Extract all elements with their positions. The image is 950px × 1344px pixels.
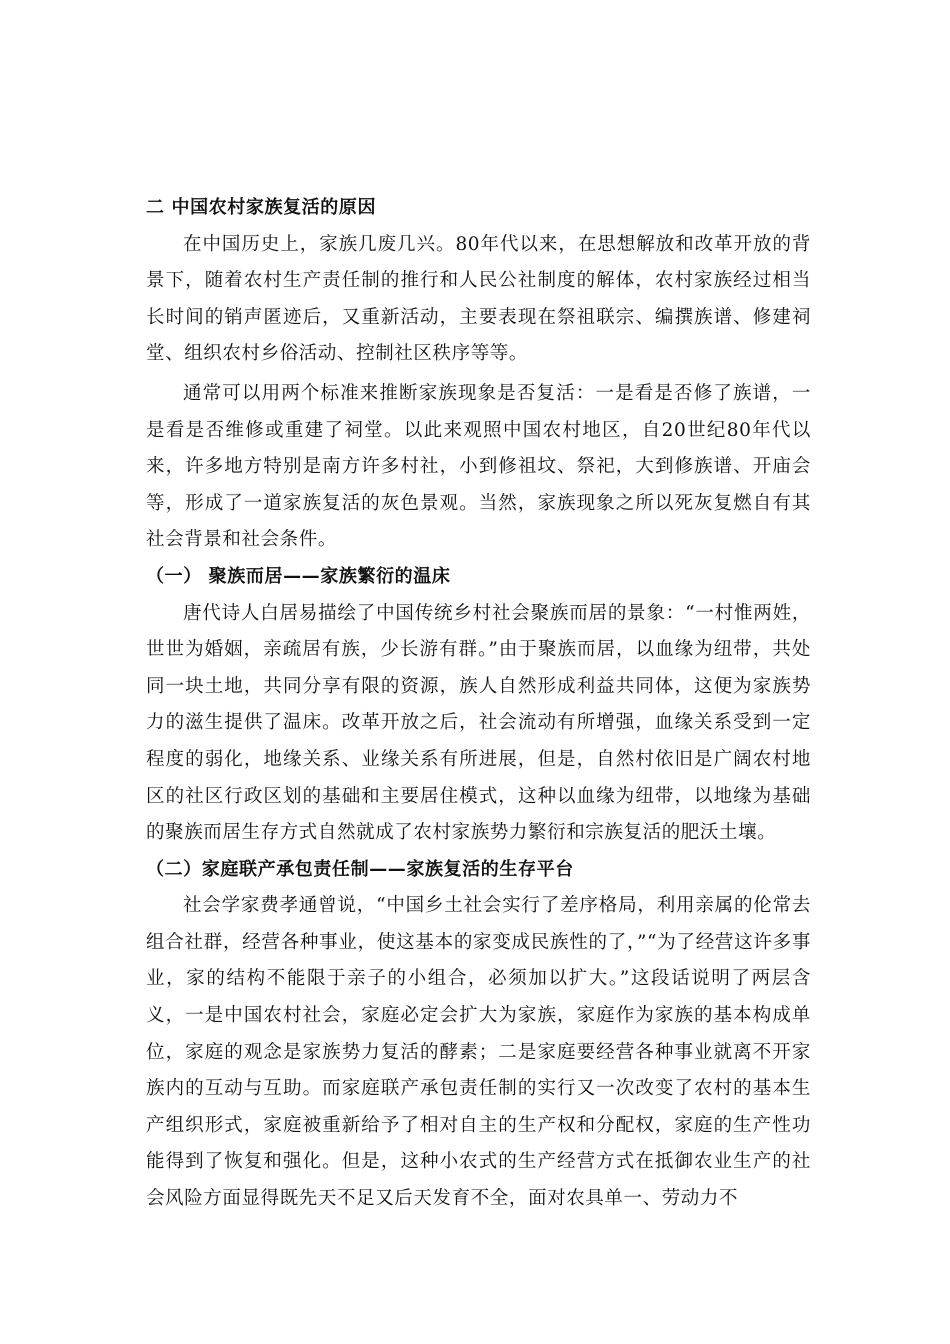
subsection-paragraph-1: 唐代诗人白居易描绘了中国传统乡村社会聚族而居的景象：“一村惟两姓，世世为婚姻，亲疏居有族，少长游有群。”由于聚族而居，以血缘为纽带，共处同一块土地，共同分享有限的资源，族人自然形成利益共同体，这便为家族势力的滋生提供了温床。改革开放之后，社会流动有所增强，血缘关系受到一定程度的弱化，地缘关系、业缘关系有所进展，但是，自然村依旧是广阔农村地区的社区行政区划的基础和主要居住模式，这种以血缘为纽带，以地缘为基础的聚族而居生存方式自然就成了农村家族势力繁衍和宗族复活的肥沃土壤。: [146, 602, 811, 844]
document-body: [146, 190, 811, 1218]
subsection-paragraph-2: 社会学家费孝通曾说，“中国乡土社会实行了差序格局，利用亲属的伦常去组合社群，经营各种事业，使这基本的家变成民族性的了，”“为了经营这许多事业，家的结构不能限于亲子的小组合，必须加以扩大。”这段话说明了两层含义，一是中国农村社会，家庭必定会扩大为家族，家庭作为家族的基本构成单位，家庭的观念是家族势力复活的酵素；二是家庭要经营各种事业就离不开家族内的互动与互助。而家庭联产承包责任制的实行又一次改变了农村的基本生产组织形式，家庭被重新给予了相对自主的生产权和分配权，家庭的生产性功能得到了恢复和强化。但是，这种小农式的生产经营方式在抵御农业生产的社会风险方面显得既先天不足又后天发育不全，面对农具单一、劳动力不: [146, 895, 811, 1210]
intro-paragraph-1: 在中国历史上，家族几废几兴。80年代以来，在思想解放和改革开放的背景下，随着农村生产责任制的推行和人民公社制度的解体，农村家族经过相当长时间的销声匿迹后，又重新活动，主要表现在祭祖联宗、编撰族谱、修建祠堂、组织农村乡俗活动、控制社区秩序等等。: [146, 233, 811, 365]
subsection-heading-2: （二）家庭联产承包责任制——家族复活的生存平台: [146, 858, 574, 880]
subsection-heading-1: （一） 聚族而居——家族繁衍的温床: [146, 565, 451, 587]
intro-paragraph-2: 通常可以用两个标准来推断家族现象是否复活：一是看是否修了族谱，一是看是否维修或重建了祠堂。以此来观照中国农村地区，自20世纪80年代以来，许多地方特别是南方许多村社，小到修祖坟、祭祀，大到修族谱、开庙会等，形成了一道家族复活的灰色景观。当然，家族现象之所以死灰复燃自有其社会背景和社会条件。: [146, 382, 811, 551]
section-title: 二 中国农村家族复活的原因: [146, 197, 377, 218]
